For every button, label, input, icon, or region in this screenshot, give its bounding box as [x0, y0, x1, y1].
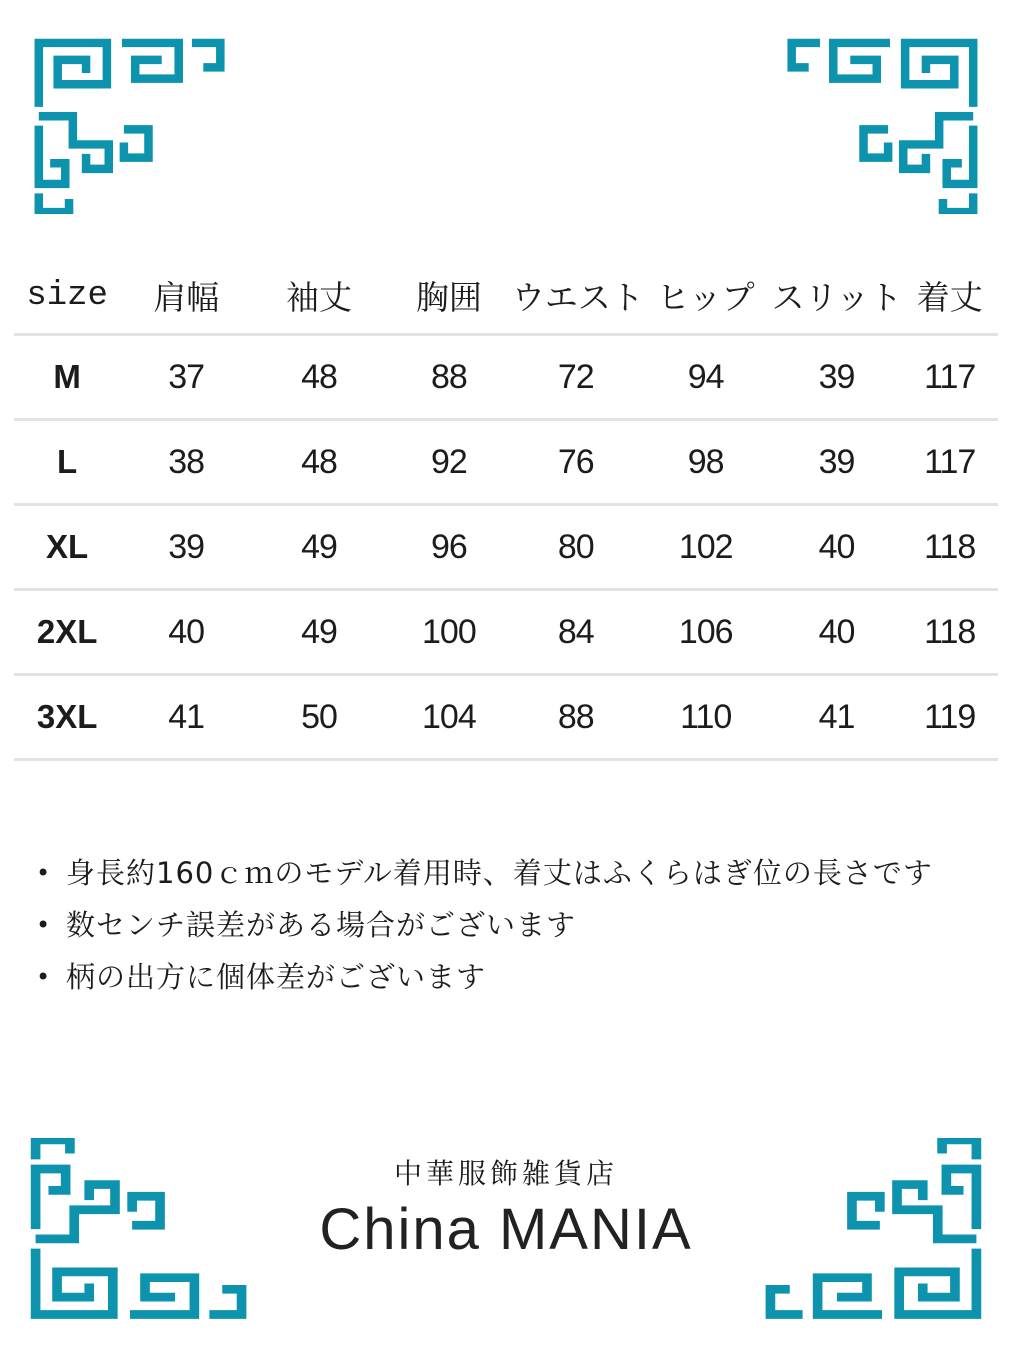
table-row: [14, 421, 998, 506]
measurement-value: 48: [301, 442, 337, 481]
column-header: 胸囲: [415, 278, 482, 317]
measurement-value: 49: [301, 527, 337, 566]
measurement-value: 40: [168, 612, 205, 651]
column-header: ヒップ: [656, 278, 755, 317]
shop-subtitle: 中華服飾雑貨店: [393, 1157, 618, 1190]
table-row: [14, 676, 998, 761]
measurement-value: 39: [168, 527, 205, 566]
bullet-dot-icon: •: [36, 859, 51, 887]
note-text: 柄の出方に個体差がございます: [66, 960, 487, 994]
measurement-value: 40: [818, 612, 855, 651]
table-row: [14, 336, 998, 421]
measurement-value: 100: [422, 612, 476, 651]
bullet-dot-icon: •: [36, 911, 51, 939]
measurement-value: 48: [301, 357, 337, 396]
chinese-fret-corner-ornament-top-left: [18, 26, 226, 214]
measurement-value: 39: [818, 442, 855, 481]
measurement-value: 118: [924, 527, 976, 566]
measurement-value: 41: [168, 697, 205, 736]
note-text: 数センチ誤差がある場合がございます: [66, 908, 577, 942]
size-label: 3XL: [36, 698, 98, 735]
table-row: [14, 591, 998, 676]
note-item: [36, 904, 992, 946]
shop-name: China MANIA: [319, 1197, 693, 1262]
bullet-dot-icon: •: [36, 963, 51, 991]
note-text: 身長約160ｃｍのモデル着用時、着丈はふくらはぎ位の長さです: [66, 856, 933, 890]
measurement-value: 94: [687, 357, 724, 396]
size-table: [14, 258, 998, 761]
measurement-value: 119: [924, 697, 976, 736]
size-label: L: [57, 443, 78, 480]
measurement-value: 41: [818, 697, 855, 736]
column-header: ウエスト: [511, 278, 644, 317]
size-table-body: [14, 336, 998, 761]
column-header: 肩幅: [153, 278, 220, 317]
note-item: [36, 852, 992, 894]
measurement-value: 37: [168, 357, 205, 396]
measurement-value: 88: [557, 697, 594, 736]
measurement-value: 118: [924, 612, 976, 651]
size-label: 2XL: [36, 613, 98, 650]
measurement-value: 110: [680, 697, 732, 736]
measurement-value: 88: [430, 357, 467, 396]
column-header: 着丈: [916, 278, 983, 317]
measurement-value: 104: [422, 697, 476, 736]
measurement-value: 80: [557, 527, 594, 566]
column-header: 袖丈: [286, 278, 353, 317]
measurement-value: 102: [678, 527, 733, 566]
measurement-value: 98: [687, 442, 724, 481]
measurement-value: 92: [430, 442, 467, 481]
size-label: M: [53, 358, 81, 395]
measurement-value: 106: [678, 612, 733, 651]
note-item: [36, 956, 992, 998]
measurement-value: 76: [557, 442, 594, 481]
table-row: [14, 506, 998, 591]
column-header: スリット: [771, 278, 903, 317]
measurement-value: 49: [301, 612, 337, 651]
measurement-value: 96: [430, 527, 467, 566]
measurement-value: 72: [557, 357, 594, 396]
measurement-value: 40: [818, 527, 855, 566]
shop-logo: [0, 1152, 1012, 1263]
notes-list: [36, 852, 992, 1008]
chinese-fret-corner-ornament-top-right: [786, 26, 994, 214]
measurement-value: 117: [924, 442, 976, 481]
measurement-value: 39: [818, 357, 855, 396]
measurement-value: 117: [924, 357, 976, 396]
measurement-value: 38: [168, 442, 205, 481]
measurement-value: 84: [557, 612, 594, 651]
size-label: XL: [46, 528, 89, 565]
column-header: size: [26, 276, 108, 315]
size-table-header-row: [14, 258, 998, 336]
measurement-value: 50: [301, 697, 337, 736]
